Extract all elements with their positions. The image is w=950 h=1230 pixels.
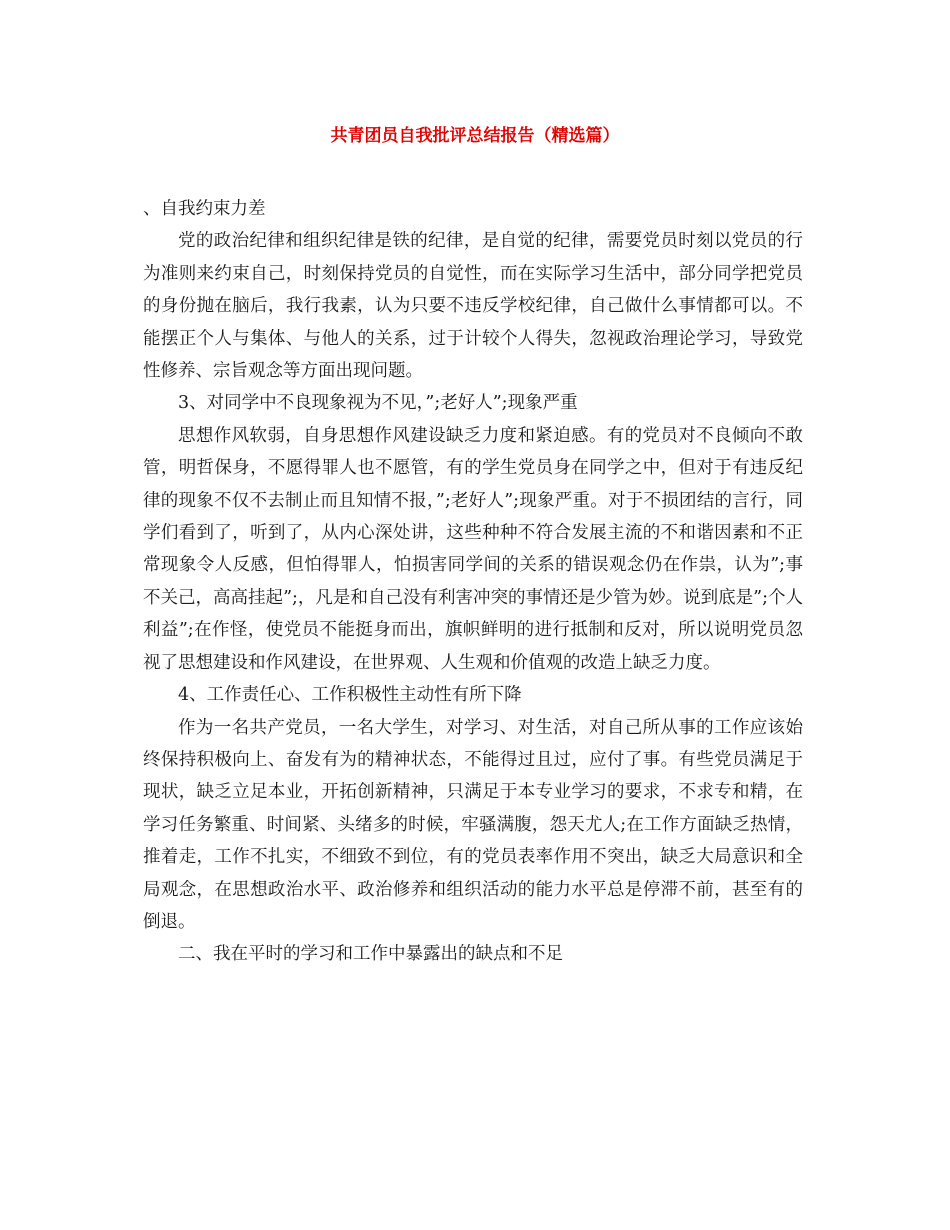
section-heading-part-two: 二、我在平时的学习和工作中暴露出的缺点和不足 [178, 944, 563, 965]
section-heading-self-discipline: 、自我约束力差 [143, 199, 266, 219]
section-heading-3: 3、对同学中不良现象视为不见，”;老好人”;现象严重 [178, 393, 578, 414]
document-title: 共青团员自我批评总结报告（精选篇） [330, 126, 620, 146]
section-heading-4: 4、工作责任心、工作积极性主动性有所下降 [178, 685, 522, 706]
paragraph-responsibility: 作为一名共产党员，一名大学生，对学习、对生活，对自己所从事的工作应该始终保持积极向上、奋发有为的精神状态，不能得过且过，应付了事。有些党员满足于现状，缺乏立足本业，开拓创新精神，只满足于本专业学习的要求，不求专和精，在学习任务繁重、时间紧、头绪多的时候，牢骚满腹，怨天尤人;在工作方面缺乏热情，推着走，工作不扎实，不细致不到位，有的党员表率作用不突出，缺乏大局意识和全局观念，在思想政治水平、政治修养和组织活动的能力水平总是停滞不前，甚至有的倒退。 [143, 717, 803, 932]
paragraph-style: 思想作风软弱，自身思想作风建设缺乏力度和紧迫感。有的党员对不良倾向不敢管，明哲保身，不愿得罪人也不愿管，有的学生党员身在同学之中，但对于有违反纪律的现象不仅不去制止而且知情不报，”;老好人”;现象严重。对于不损团结的言行，同学们看到了，听到了，从内心深处讲，这些种种不符合发展主流的不和谐因素和不正常现象令人反感，但怕得罪人，怕损害同学间的关系的错误观念仍在作祟，认为”;事不关己，高高挂起”;，凡是和自己没有利害冲突的事情还是少管为妙。说到底是”;个人利益”;在作怪，使党员不能挺身而出，旗帜鲜明的进行抵制和反对，所以说明党员忽视了思想建设和作风建设，在世界观、人生观和价值观的改造上缺乏力度。 [143, 425, 803, 673]
paragraph-discipline: 党的政治纪律和组织纪律是铁的纪律，是自觉的纪律，需要党员时刻以党员的行为准则来约束自己，时刻保持党员的自觉性，而在实际学习生活中，部分同学把党员的身份抛在脑后，我行我素，认为只要不违反学校纪律，自己做什么事情都可以。不能摆正个人与集体、与他人的关系，过于计较个人得失，忽视政治理论学习，导致党性修养、宗旨观念等方面出现问题。 [143, 231, 803, 382]
document-body [143, 193, 803, 971]
